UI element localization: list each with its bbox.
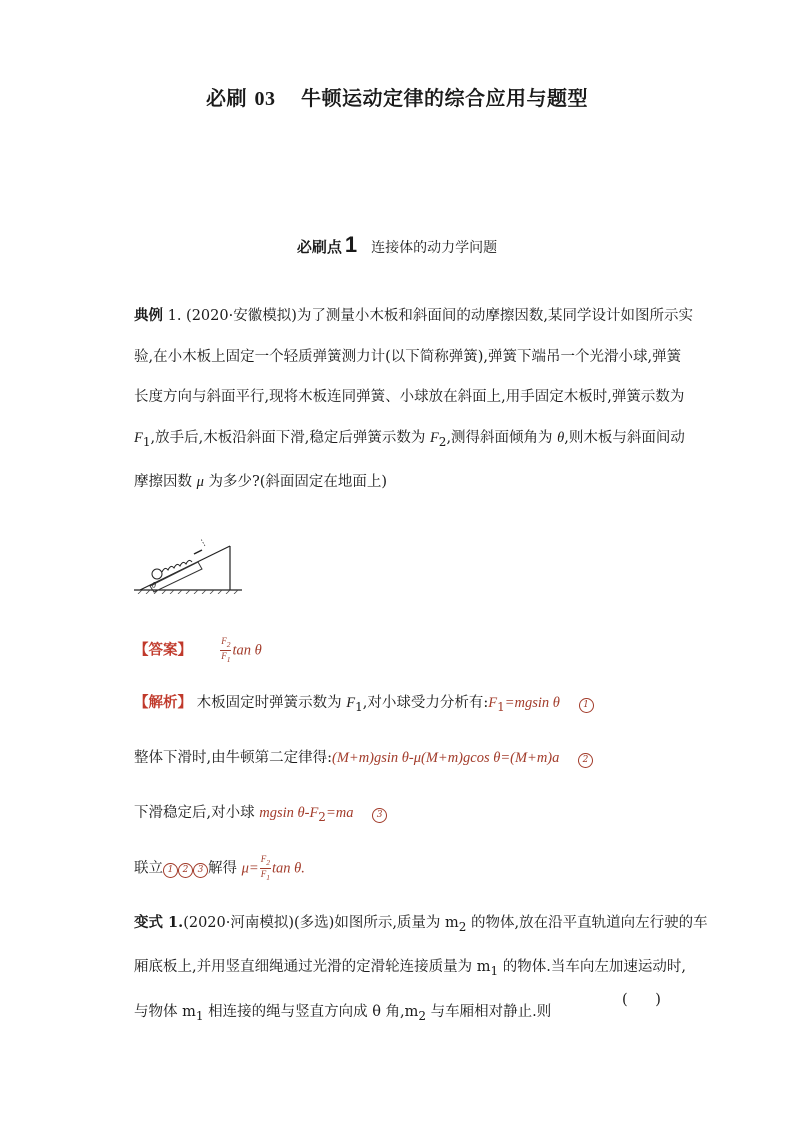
title-prefix: 必刷 [206, 86, 248, 110]
example-line-2: 验,在小木板上固定一个轻质弹簧测力计(以下简称弹簧),弹簧下端吊一个光滑小球,弹簧 [134, 348, 682, 365]
answer-text: tan θ [232, 642, 262, 659]
section-heading [0, 232, 794, 258]
equation-marker-1: 1 [579, 698, 594, 713]
angle-label: θ [152, 581, 156, 590]
answer-row [134, 636, 262, 665]
section-topic: 连接体的动力学问题 [371, 240, 498, 256]
variant-label: 变式 1. [134, 914, 184, 931]
analysis-line-1: 【解析】 木板固定时弹簧示数为 $F_1$,对小球受力分析有$:F_1=mgsin$ θ 1 [134, 691, 594, 714]
analysis-line-4: 联立 1 2 3 解得 μ= $\frac{F_2}{F_1}$ tan θ. [134, 854, 305, 882]
example-line-4: $F_1$,放手后,木板沿斜面下滑,稳定后弹簧示数为 $F_2$,测得斜面倾角为 θ,则木板与斜面间动 [134, 429, 685, 449]
example-line-1: 1. (2020·安徽模拟)为了测量小木板和斜面间的动摩擦因数,某同学设计如图所示实 [163, 308, 693, 324]
answer-blank-parentheses: ( ) [622, 992, 661, 1008]
analysis-line-3: 下滑稳定后,对小球 mgsin $\theta-F_2=ma$ 3 [134, 801, 387, 824]
equation-marker-2: 2 [578, 753, 593, 768]
equation-marker-3: 3 [372, 808, 387, 823]
title-number: 03 [254, 88, 276, 110]
title-text: 牛顿运动定律的综合应用与题型 [300, 86, 588, 110]
analysis-label: 【解析】 [134, 694, 192, 711]
example-line-5: 摩擦因数 μ 为多少?(斜面固定在地面上) [134, 473, 388, 490]
incline-spring-figure [132, 536, 244, 594]
answer-fraction: $\frac{F_2}{F_1}$ [221, 636, 231, 664]
analysis-line-2: 整体下滑时,由牛顿第二定律得:(M+m)gsin θ-μ(M+m)gcos θ=(M+m)a 2 [134, 746, 593, 768]
answer-label: 【答案】 [134, 641, 192, 659]
section-number: 1 [344, 232, 358, 257]
example-line-3: 长度方向与斜面平行,现将木板连同弹簧、小球放在斜面上,用手固定木板时,弹簧示数为 [134, 389, 685, 405]
section-label: 必刷点 [296, 238, 342, 256]
variant-problem: 变式 1.(2020·河南模拟)(多选)如图所示,质量为 $m_2$ 的物体,放在沿平直轨道向左行驶的车 厢底板上,并用竖直细绳通过光滑的定滑轮连接质量为 $m_1$ 的物体.当车向左加速运动时, 与物体 $m_1$ 相连接的绳与竖直方向成 θ 角$,m_2$ 与车厢相对静止.则 [134, 914, 708, 1023]
page-title [0, 82, 794, 111]
example-problem [134, 296, 693, 502]
example-label: 典例 [134, 307, 163, 324]
